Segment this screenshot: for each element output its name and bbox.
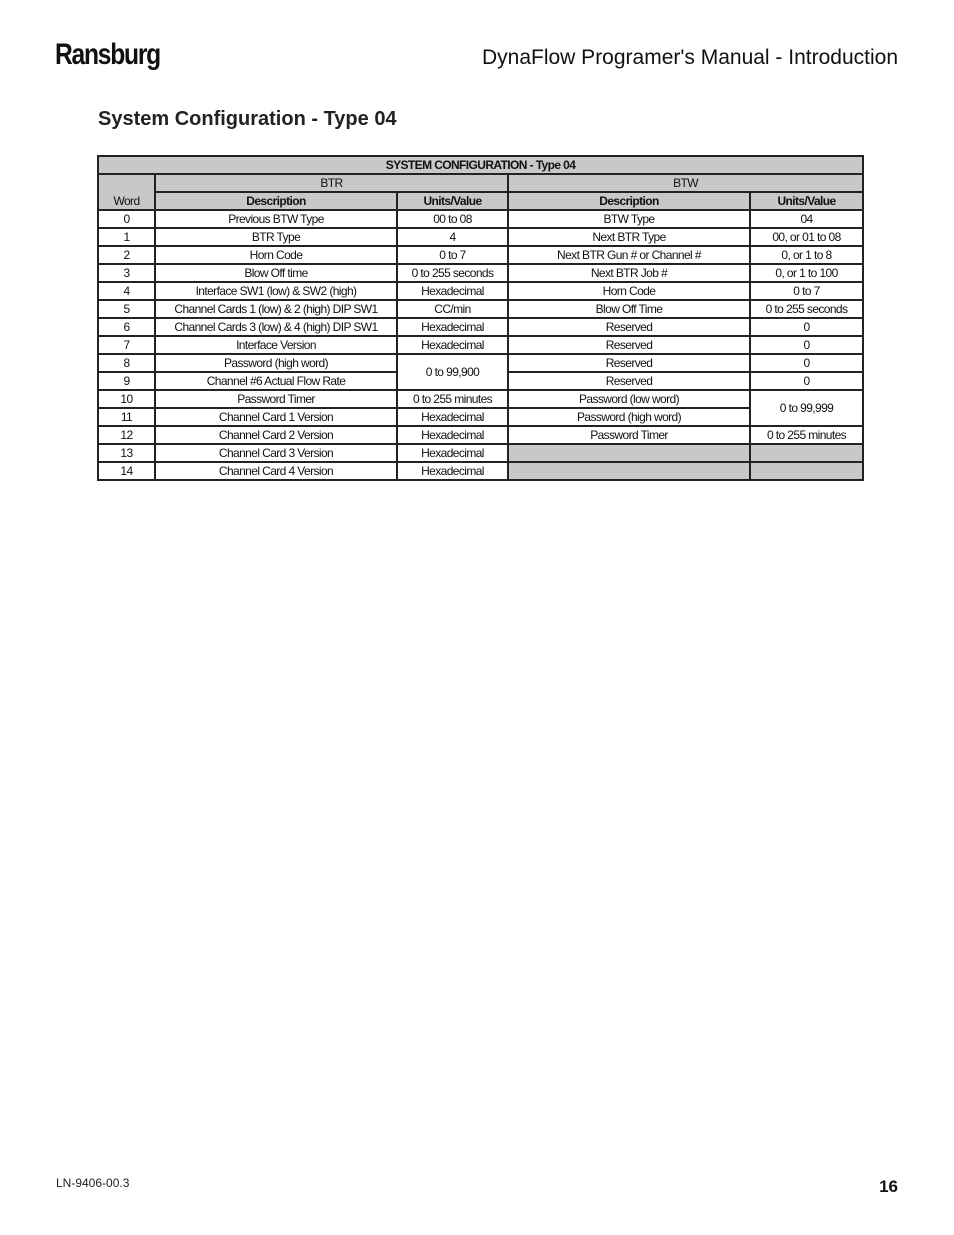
btr-units-cell: Hexadecimal <box>397 408 508 426</box>
table-row <box>98 444 863 462</box>
table-row <box>98 282 863 300</box>
word-cell: 14 <box>98 462 155 480</box>
empty-shaded-cell <box>750 462 863 480</box>
btw-description-cell: Next BTR Type <box>508 228 750 246</box>
word-cell: 11 <box>98 408 155 426</box>
empty-shaded-cell <box>750 444 863 462</box>
btr-description-cell: Channel Cards 1 (low) & 2 (high) DIP SW1 <box>155 300 397 318</box>
btw-units-cell: 0 <box>750 336 863 354</box>
btr-units-cell: 0 to 255 minutes <box>397 390 508 408</box>
btr-units-cell: Hexadecimal <box>397 462 508 480</box>
btr-description-cell: Previous BTW Type <box>155 210 397 228</box>
word-cell: 2 <box>98 246 155 264</box>
table-caption: SYSTEM CONFIGURATION - Type 04 <box>98 156 863 174</box>
system-config-table <box>97 155 864 481</box>
btr-description-header: Description <box>155 192 397 210</box>
btw-description-header: Description <box>508 192 750 210</box>
btw-units-header: Units/Value <box>750 192 863 210</box>
btw-units-cell-merged: 0 to 99,999 <box>750 390 863 426</box>
btw-description-cell: Password (high word) <box>508 408 750 426</box>
table-row <box>98 462 863 480</box>
section-title: System Configuration - Type 04 <box>98 108 397 130</box>
btw-units-cell: 0 to 255 minutes <box>750 426 863 444</box>
btr-group-header: BTR <box>155 174 508 192</box>
brand-logo: Ransburg <box>55 38 160 71</box>
btr-description-cell: Horn Code <box>155 246 397 264</box>
btr-description-cell: Interface SW1 (low) & SW2 (high) <box>155 282 397 300</box>
btw-description-cell: BTW Type <box>508 210 750 228</box>
btr-description-cell: Interface Version <box>155 336 397 354</box>
word-cell: 5 <box>98 300 155 318</box>
table-row <box>98 246 863 264</box>
btr-units-cell: 4 <box>397 228 508 246</box>
btw-description-cell: Password Timer <box>508 426 750 444</box>
table-row <box>98 300 863 318</box>
btr-units-header: Units/Value <box>397 192 508 210</box>
word-cell: 7 <box>98 336 155 354</box>
btr-units-cell: 0 to 255 seconds <box>397 264 508 282</box>
btr-description-cell: Channel Card 2 Version <box>155 426 397 444</box>
table-row <box>98 318 863 336</box>
btr-description-cell: BTR Type <box>155 228 397 246</box>
btr-units-cell: 00 to 08 <box>397 210 508 228</box>
btw-units-cell: 0 <box>750 372 863 390</box>
btr-units-cell: Hexadecimal <box>397 444 508 462</box>
btw-units-cell: 0 to 255 seconds <box>750 300 863 318</box>
table-row <box>98 228 863 246</box>
btw-units-cell: 0, or 1 to 100 <box>750 264 863 282</box>
table-row <box>98 390 863 408</box>
word-cell: 0 <box>98 210 155 228</box>
document-title: DynaFlow Programer's Manual - Introduction <box>481 46 898 69</box>
btr-description-cell: Channel Card 3 Version <box>155 444 397 462</box>
btw-description-cell: Password (low word) <box>508 390 750 408</box>
word-cell: 3 <box>98 264 155 282</box>
btr-units-cell-merged: 0 to 99,900 <box>397 354 508 390</box>
btw-description-cell: Reserved <box>508 354 750 372</box>
btw-description-cell: Next BTR Gun # or Channel # <box>508 246 750 264</box>
word-column-header: Word <box>98 174 155 210</box>
btr-description-cell: Channel #6 Actual Flow Rate <box>155 372 397 390</box>
table-row <box>98 264 863 282</box>
word-cell: 13 <box>98 444 155 462</box>
btw-description-cell: Blow Off Time <box>508 300 750 318</box>
btr-description-cell: Channel Card 1 Version <box>155 408 397 426</box>
table-row <box>98 426 863 444</box>
btr-units-cell: CC/min <box>397 300 508 318</box>
btw-description-cell: Reserved <box>508 372 750 390</box>
btw-description-cell: Next BTR Job # <box>508 264 750 282</box>
table-row <box>98 354 863 372</box>
btr-units-cell: Hexadecimal <box>397 426 508 444</box>
btw-group-header: BTW <box>508 174 863 192</box>
table-row <box>98 336 863 354</box>
btr-description-cell: Password Timer <box>155 390 397 408</box>
btw-units-cell: 0 <box>750 354 863 372</box>
btw-units-cell: 04 <box>750 210 863 228</box>
btr-description-cell: Blow Off time <box>155 264 397 282</box>
btw-units-cell: 0 <box>750 318 863 336</box>
page-number: 16 <box>879 1177 898 1196</box>
btw-units-cell: 0 to 7 <box>750 282 863 300</box>
btr-units-cell: Hexadecimal <box>397 336 508 354</box>
btr-units-cell: Hexadecimal <box>397 318 508 336</box>
btw-units-cell: 0, or 1 to 8 <box>750 246 863 264</box>
word-cell: 4 <box>98 282 155 300</box>
empty-shaded-cell <box>508 444 750 462</box>
empty-shaded-cell <box>508 462 750 480</box>
btw-units-cell: 00, or 01 to 08 <box>750 228 863 246</box>
btr-units-cell: Hexadecimal <box>397 282 508 300</box>
table-row <box>98 210 863 228</box>
word-cell: 1 <box>98 228 155 246</box>
btr-description-cell: Channel Card 4 Version <box>155 462 397 480</box>
word-cell: 10 <box>98 390 155 408</box>
word-cell: 8 <box>98 354 155 372</box>
btr-description-cell: Password (high word) <box>155 354 397 372</box>
btr-units-cell: 0 to 7 <box>397 246 508 264</box>
btw-description-cell: Reserved <box>508 336 750 354</box>
word-cell: 6 <box>98 318 155 336</box>
table-row <box>98 408 863 426</box>
word-cell: 12 <box>98 426 155 444</box>
btw-description-cell: Reserved <box>508 318 750 336</box>
document-number: LN-9406-00.3 <box>56 1176 130 1190</box>
btw-description-cell: Horn Code <box>508 282 750 300</box>
btr-description-cell: Channel Cards 3 (low) & 4 (high) DIP SW1 <box>155 318 397 336</box>
word-cell: 9 <box>98 372 155 390</box>
